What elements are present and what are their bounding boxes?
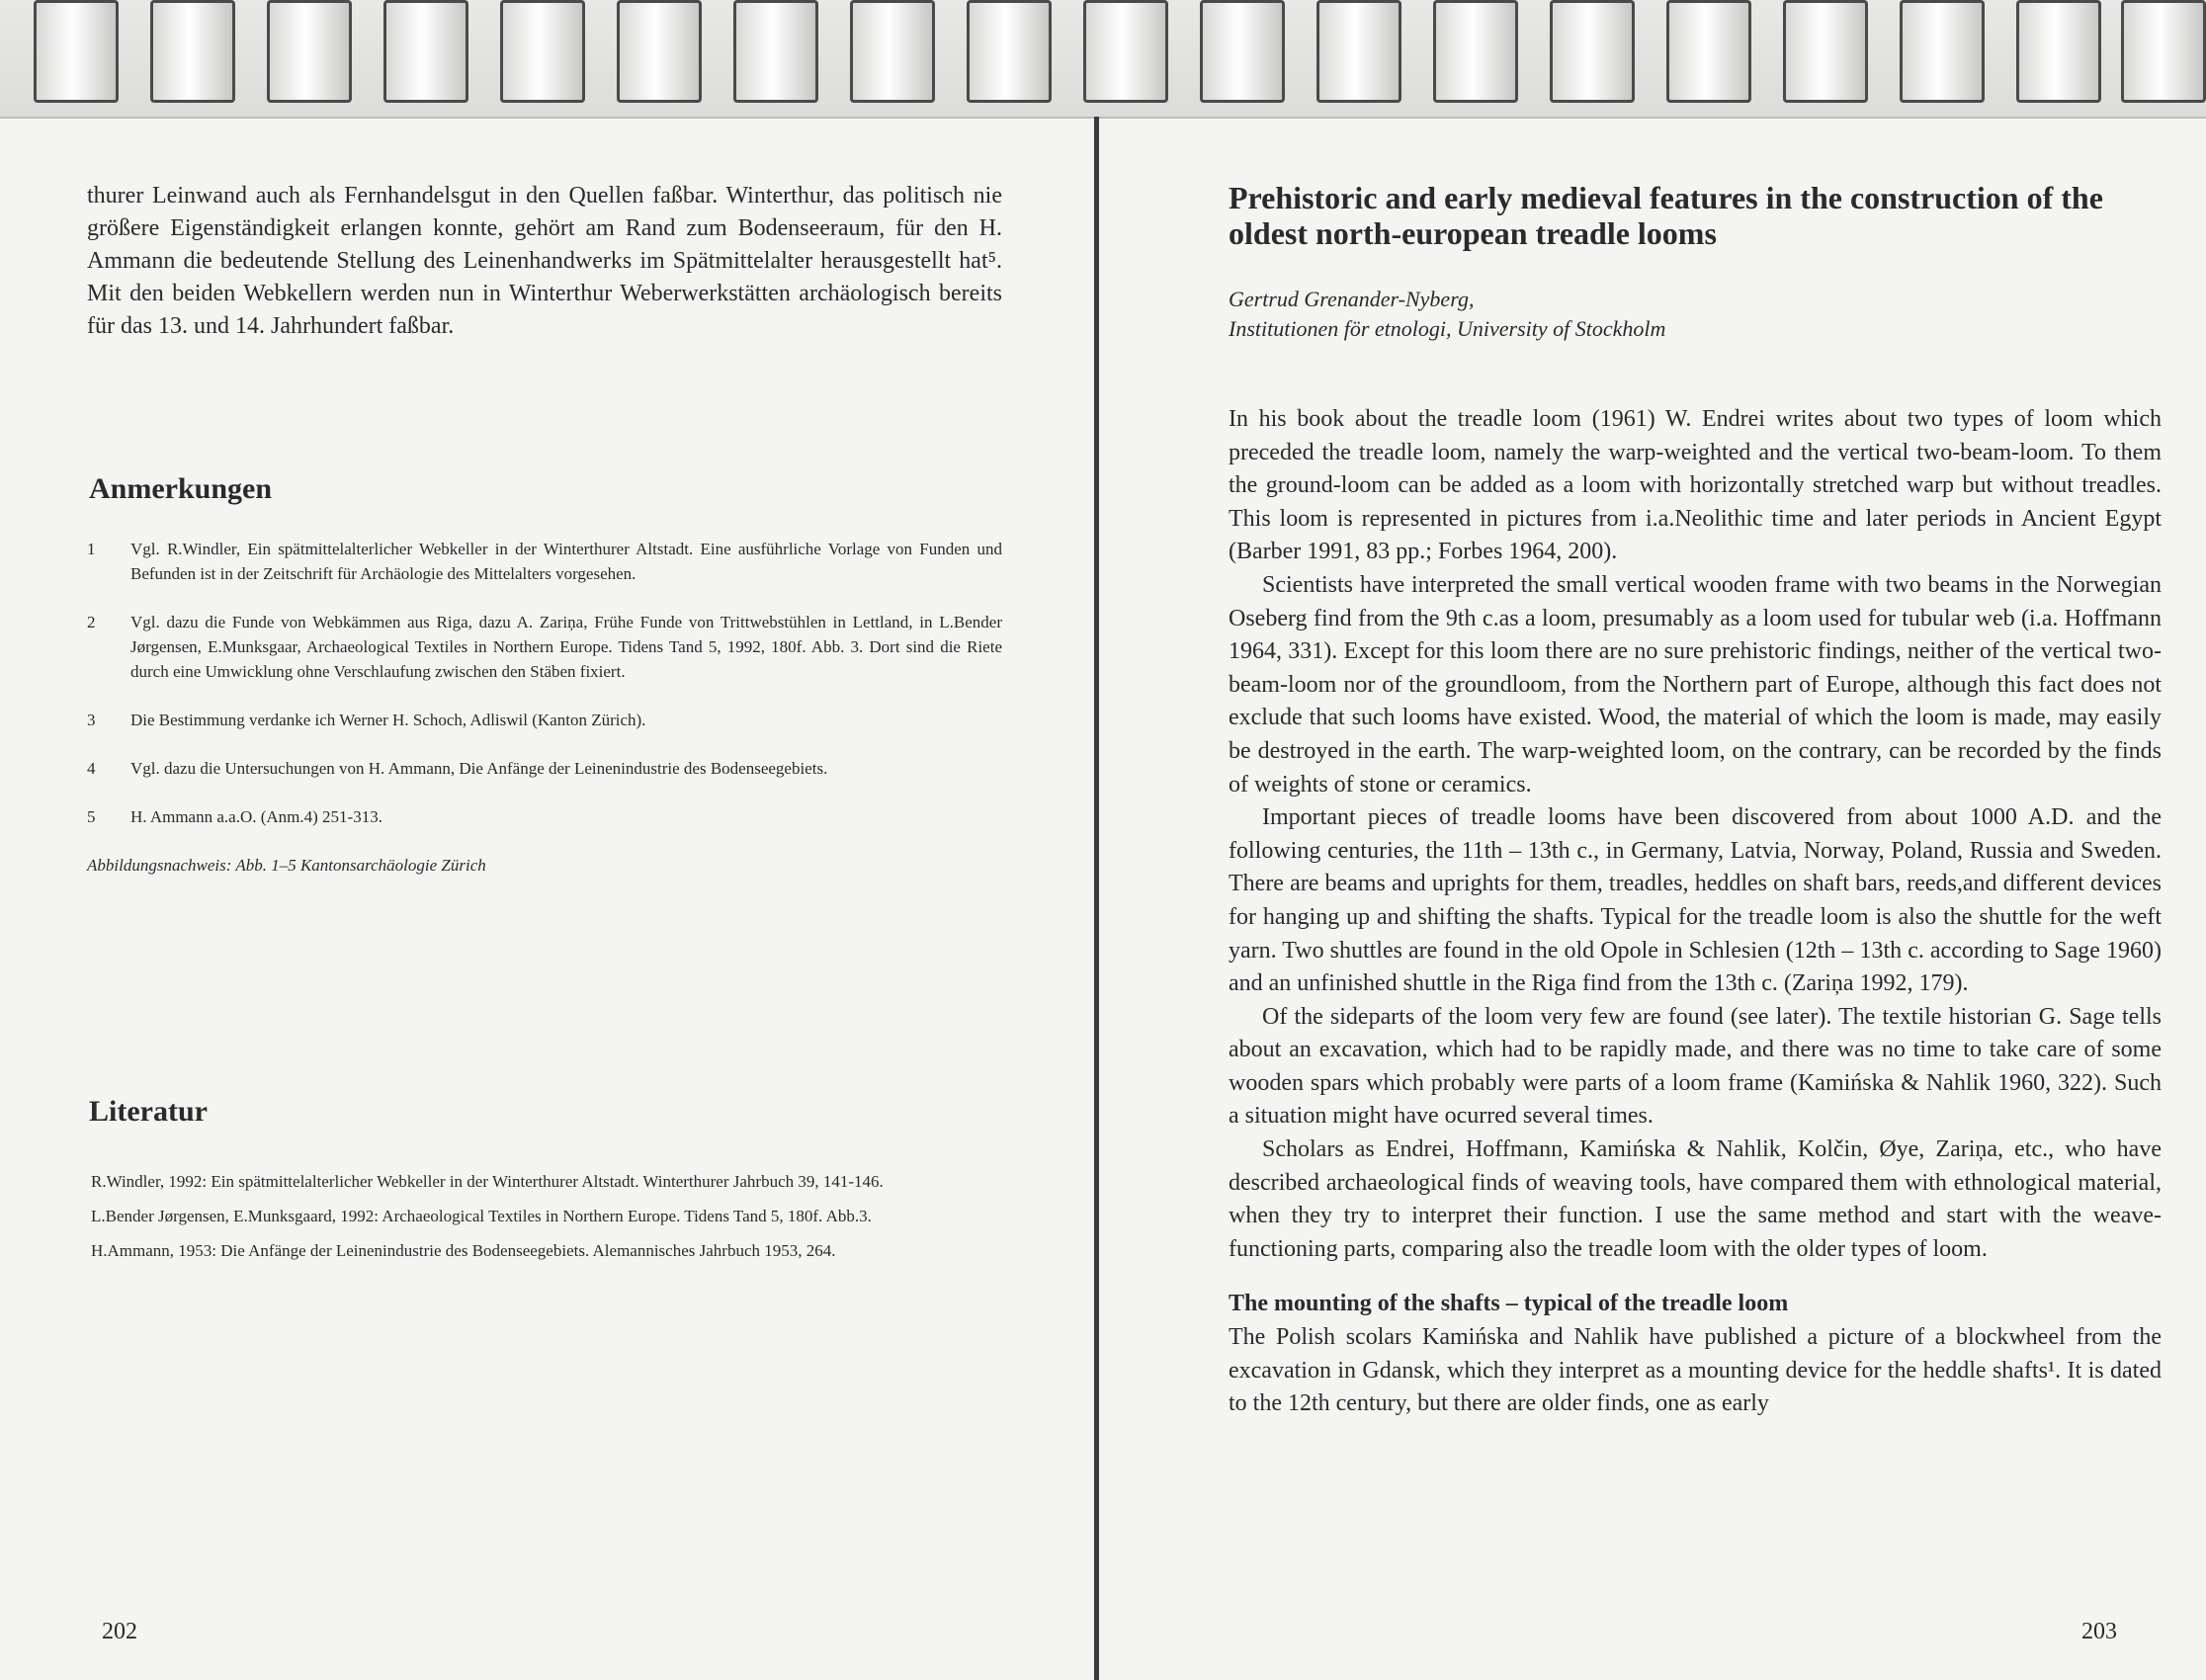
binding-ring — [267, 0, 352, 103]
note-text: Vgl. R.Windler, Ein spätmittelalterlicher Webkeller in der Winterthurer Altstadt. Eine ausführliche Vorlage von Funden und Befunden ist in der Zeitschrift für Archäologie des Mittelalters vorgesehen. — [130, 540, 1002, 583]
body-paragraph: The Polish scolars Kamińska and Nahlik have published a picture of a blockwheel from the excavation in Gdansk, which they interpret as a mounting device for the heddle shafts¹. It is dated to the 12th century, but there are older finds, one as early — [1229, 1324, 2162, 1417]
binding-ring — [617, 0, 702, 103]
author-block — [1229, 285, 2158, 344]
binding-spine — [0, 0, 2206, 119]
note-item — [87, 610, 1002, 684]
right-page — [1099, 117, 2206, 1680]
body-paragraph: Scholars as Endrei, Hoffmann, Kamińska & Nahlik, Kolčin, Øye, Zariņa, etc., who have described archaeological finds of weaving tools, have compared them with ethnological material, when they try to interpret their function. I use the same method and start with the weave-functioning parts, comparing also the treadle loom with the older types of loom. — [1229, 1136, 2162, 1262]
note-text: Die Bestimmung verdanke ich Werner H. Schoch, Adliswil (Kanton Zürich). — [130, 711, 646, 729]
binding-ring — [1550, 0, 1635, 103]
note-number: 3 — [87, 711, 96, 729]
note-item — [87, 804, 1002, 829]
note-item — [87, 708, 1002, 732]
author-name: Gertrud Grenander-Nyberg, — [1229, 287, 1475, 311]
page-number-left: 202 — [102, 1619, 137, 1644]
article-title: Prehistoric and early medieval features in the construction of the oldest north-european treadle looms — [1229, 180, 2103, 251]
note-text: Vgl. dazu die Funde von Webkämmen aus Riga, dazu A. Zariņa, Frühe Funde von Trittwebstühlen in Lettland, in L.Bender Jørgensen, E.Munksgaar, Archaeological Textiles in Northern Europe. Tidens Tand 5, 1992, 180f. Abb. 3. Dort sind die Riete durch eine Umwicklung ohne Verschlaufung zwischen den Stäben fixiert. — [130, 613, 1002, 681]
article-body — [1229, 403, 2162, 1421]
body-paragraph: In his book about the treadle loom (1961) W. Endrei writes about two types of loom which preceded the treadle loom, namely the warp-weighted and the vertical two-beam-loom. To them the ground-loom can be added as a loom with horizontally stretched warp but without treadles. This loom is represented in pictures from i.a.Neolithic time and later periods in Ancient Egypt (Barber 1991, 83 pp.; Forbes 1964, 200). — [1229, 406, 2162, 565]
note-text: Vgl. dazu die Untersuchungen von H. Ammann, Die Anfänge der Leinenindustrie des Bodenseegebiets. — [130, 759, 828, 778]
note-number: 2 — [87, 613, 96, 631]
intro-paragraph: thurer Leinwand auch als Fernhandelsgut in den Quellen faßbar. Winterthur, das politisch nie größere Eigenständigkeit erlangen konnte, gehört am Rand zum Bodenseeraum, für den H. Ammann die bedeutende Stellung des Leinenhandwerks im Spätmittelalter herausgestellt hat⁵. Mit den beiden Webkellern werden nun in Winterthur Weberwerkstätten archäologisch bereits für das 13. und 14. Jahrhundert faßbar. — [87, 183, 1002, 339]
left-page — [0, 117, 1094, 1680]
binding-ring — [2016, 0, 2101, 103]
binding-ring — [850, 0, 935, 103]
binding-ring — [1316, 0, 1401, 103]
binding-ring — [733, 0, 818, 103]
binding-ring — [1666, 0, 1751, 103]
literature-entry: H.Ammann, 1953: Die Anfänge der Leinenindustrie des Bodenseegebiets. Alemannisches Jahrbuch 1953, 264. — [91, 1241, 836, 1260]
note-number: 5 — [87, 807, 96, 826]
literature-entry: R.Windler, 1992: Ein spätmittelalterlicher Webkeller in der Winterthurer Altstadt. Winterthurer Jahrbuch 39, 141-146. — [91, 1172, 884, 1191]
binding-ring — [1433, 0, 1518, 103]
binding-ring — [1083, 0, 1168, 103]
note-number: 4 — [87, 759, 96, 778]
page-number-right: 203 — [2081, 1619, 2117, 1644]
binding-ring — [1900, 0, 1985, 103]
note-item — [87, 537, 1002, 586]
note-text: H. Ammann a.a.O. (Anm.4) 251-313. — [130, 807, 382, 826]
binding-ring — [1783, 0, 1868, 103]
literature-heading: Literatur — [89, 1095, 208, 1128]
body-paragraph: Important pieces of treadle looms have been discovered from about 1000 A.D. and the following centuries, the 11th – 13th c., in Germany, Latvia, Norway, Poland, Russia and Sweden. There are beams and uprights for them, treadles, heddles on shaft bars, reeds,and different devices for hanging up and shifting the shafts. Typical for the treadle loom is also the shuttle for the weft yarn. Two shuttles are found in the old Opole in Schlesien (12th – 13th c. according to Sage 1960) and an unfinished shuttle in the Riga find from the 13th c. (Zariņa 1992, 179). — [1229, 804, 2162, 997]
body-paragraph: Of the sideparts of the loom very few are found (see later). The textile historian G. Sage tells about an excavation, which had to be rapidly made, and there was no time to take care of some wooden spars which probably were parts of a loom frame (Kamińska & Nahlik 1960, 322). Such a situation might have ocurred several times. — [1229, 1003, 2162, 1130]
binding-ring — [150, 0, 235, 103]
body-paragraph: Scientists have interpreted the small vertical wooden frame with two beams in the Norwegian Oseberg find from the 9th c.as a loom, presumably as a loom used for tubular web (i.a. Hoffmann 1964, 331). Except for this loom there are no sure prehistoric findings, neither of the vertical two-beam-loom nor of the groundloom, from the Northern part of Europe, although this fact does not exclude that such looms have existed. Wood, the material of which the loom is made, may easily be destroyed in the earth. The warp-weighted loom, on the contrary, can be recorded by the finds of weights of stone or ceramics. — [1229, 571, 2162, 798]
literature-entry: L.Bender Jørgensen, E.Munksgaard, 1992: Archaeological Textiles in Northern Europe. Tidens Tand 5, 180f. Abb.3. — [91, 1207, 872, 1225]
image-credits: Abbildungsnachweis: Abb. 1–5 Kantonsarchäologie Zürich — [87, 856, 486, 875]
binding-ring — [34, 0, 119, 103]
notes-list — [87, 537, 1002, 878]
section-subheading: The mounting of the shafts – typical of the treadle loom — [1229, 1291, 1789, 1317]
binding-ring — [500, 0, 585, 103]
binding-ring — [383, 0, 468, 103]
literature-list — [91, 1169, 1000, 1273]
binding-ring — [2121, 0, 2206, 103]
binding-ring — [967, 0, 1052, 103]
notes-heading: Anmerkungen — [89, 472, 273, 505]
author-affiliation: Institutionen för etnologi, University of Stockholm — [1229, 316, 1666, 341]
note-number: 1 — [87, 540, 96, 558]
note-item — [87, 756, 1002, 781]
binding-ring — [1200, 0, 1285, 103]
